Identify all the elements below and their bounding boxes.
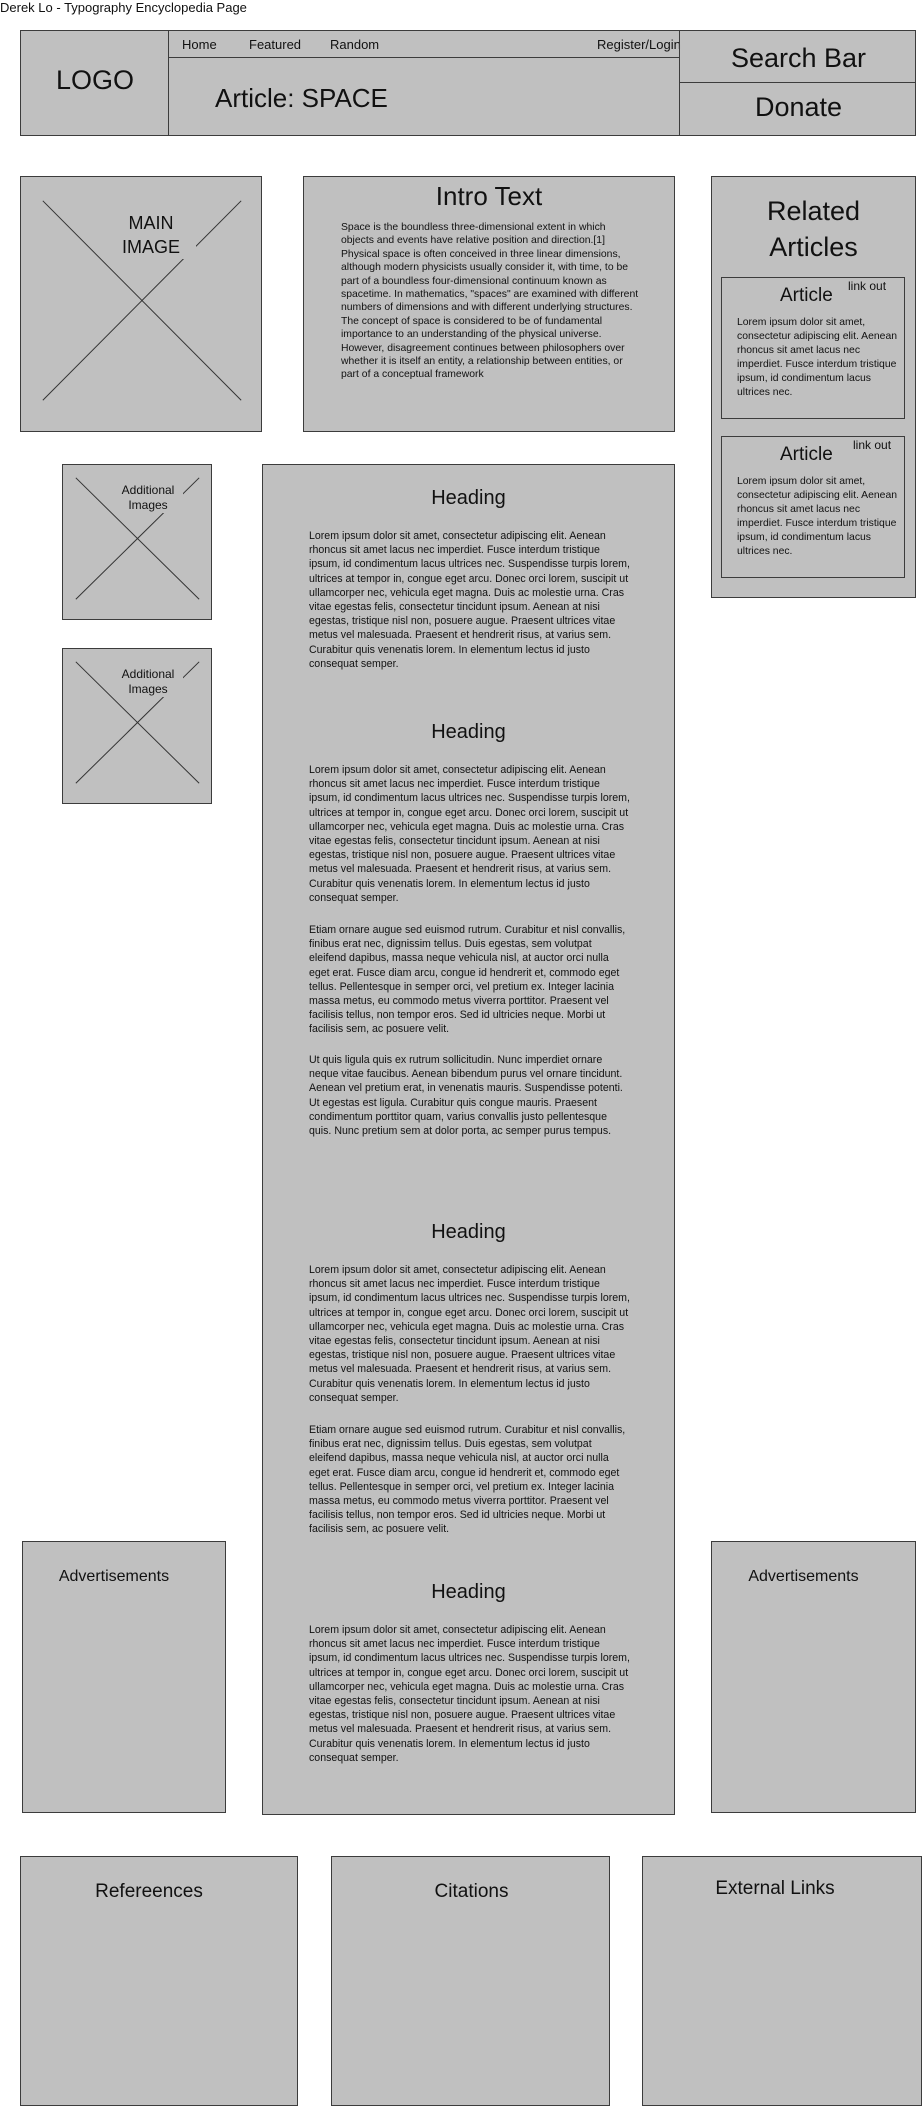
related-article-card[interactable] — [721, 436, 905, 578]
donate-button[interactable] — [679, 83, 916, 135]
citations-section — [331, 1856, 610, 2106]
related-title-line2: Articles — [769, 232, 858, 262]
references-title: Refereences — [95, 1881, 203, 1902]
nav-home[interactable]: Home — [182, 37, 217, 52]
section-heading: Heading — [431, 1221, 506, 1243]
additional-image[interactable] — [62, 648, 212, 804]
intro-section — [303, 176, 675, 432]
section-paragraph: Lorem ipsum dolor sit amet, consectetur adipiscing elit. Aenean rhoncus sit amet lacus nec imperdiet. Fusce interdum tristique ipsum, id condimentum lacus ultrices nec. Suspendisse turpis lorem, ultrices at tempor in, congue eget arcu. Donec orci lorem, suscipit ut ullamcorper nec, vehicula eget magna. Duis ac molestie urna. Cras vitae egestas felis, consectetur tincidunt ipsum. Aenean at nisi egestas, tristique nisl non, posuere augue. Praesent ultrices vitae metus vel malesuada. Praesent et hendrerit risus, at varius sem. Curabitur quis venenatis lorem. In elementum lectus id justo consequat semper. — [309, 530, 630, 670]
intro-title: Intro Text — [435, 181, 543, 211]
additional-image-label — [113, 667, 183, 697]
article-title: Article: SPACE — [215, 83, 388, 113]
link-out-link[interactable]: link out — [853, 438, 892, 452]
advertisement-right[interactable] — [711, 1541, 916, 1813]
page-caption: Derek Lo - Typography Encyclopedia Page — [0, 0, 247, 15]
search-bar[interactable] — [679, 31, 916, 83]
main-image-label — [106, 211, 196, 259]
logo-text: LOGO — [55, 65, 135, 95]
related-article-text: Lorem ipsum dolor sit amet, consectetur adipiscing elit. Aenean rhoncus sit amet lacus nec imperdiet. Fusce interdum tristique ipsum, id condimentum lacus ultrices nec. — [737, 317, 898, 398]
related-article-text: Lorem ipsum dolor sit amet, consectetur adipiscing elit. Aenean rhoncus sit amet lacus nec imperdiet. Fusce interdum tristique ipsum, id condimentum lacus ultrices nec. — [737, 476, 898, 557]
section-paragraph: Lorem ipsum dolor sit amet, consectetur adipiscing elit. Aenean rhoncus sit amet lacus nec imperdiet. Fusce interdum tristique ipsum, id condimentum lacus ultrices nec. Suspendisse turpis lorem, ultrices at tempor in, congue eget arcu. Donec orci lorem, suscipit ut ullamcorper nec, vehicula eget magna. Duis ac molestie urna. Cras vitae egestas felis, consectetur tincidunt ipsum. Aenean at nisi egestas, tristique nisl non, posuere augue. Praesent ultrices vitae metus vel malesuada. Praesent et hendrerit risus, at varius sem. Curabitur quis venenatis lorem. In elementum lectus id justo consequat semper. — [309, 764, 630, 904]
related-article-title: Article — [780, 285, 833, 306]
advertisement-label: Advertisements — [748, 1568, 859, 1585]
section-paragraph: Ut quis ligula quis ex rutrum sollicitudin. Nunc imperdiet ornare neque vitae faucibus. Aenean bibendum purus vel ornare tincidunt. Aenean vel pretium erat, in venenatis mauris. Suspendisse potenti. Ut egestas est ligula. Curabitur quis congue mauris. Praesent condimentum porttitor quam, varius convallis justo pellentesque quis. Nunc pretium sem at dolor porta, ac semper purus tempus. — [309, 1054, 623, 1138]
nav-bar — [169, 31, 680, 58]
related-articles — [711, 176, 916, 598]
section-paragraph: Lorem ipsum dolor sit amet, consectetur adipiscing elit. Aenean rhoncus sit amet lacus nec imperdiet. Fusce interdum tristique ipsum, id condimentum lacus ultrices nec. Suspendisse turpis lorem, ultrices at tempor in, congue eget arcu. Donec orci lorem, suscipit ut ullamcorper nec, vehicula eget magna. Duis ac molestie urna. Cras vitae egestas felis, consectetur tincidunt ipsum. Aenean at nisi egestas, tristique nisl non, posuere augue. Praesent ultrices vitae metus vel malesuada. Praesent et hendrerit risus, at varius sem. Curabitur quis venenatis lorem. In elementum lectus id justo consequat semper. — [309, 1624, 630, 1764]
additional-image-label-line2: Images — [128, 682, 168, 696]
references-section — [20, 1856, 298, 2106]
intro-text: Space is the boundless three-dimensional extent in which objects and events have relative position and direction.[1] Physical space is often conceived in three linear dimensions, although modern physicists usually consider it, with time, to be part of a boundless four-dimensional continuum known as spacetime. In mathematics, "spaces" are examined with different numbers of dimensions and with different underlying structures. The concept of space is considered to be of fundamental importance to an understanding of the physical universe. However, disagreement continues between philosophers over whether it is itself an entity, a relationship between entities, or part of a conceptual framework — [341, 222, 639, 381]
additional-image-label-line1: Additional — [121, 667, 175, 681]
search-bar-label: Search Bar — [730, 43, 867, 73]
related-title-line1: Related — [766, 196, 861, 226]
section-heading: Heading — [431, 1581, 506, 1603]
section-heading: Heading — [431, 487, 506, 509]
section-heading: Heading — [431, 721, 506, 743]
main-image-label-line1: MAIN — [128, 213, 174, 233]
main-image-label-line2: IMAGE — [121, 237, 180, 257]
additional-image-label-line2: Images — [128, 498, 168, 512]
external-links-title: External Links — [715, 1878, 835, 1899]
citations-title: Citations — [434, 1881, 509, 1902]
link-out-link[interactable]: link out — [848, 279, 887, 293]
external-links-section — [642, 1856, 922, 2106]
additional-image-label — [113, 483, 183, 513]
additional-image[interactable] — [62, 464, 212, 620]
related-article-title: Article — [780, 444, 833, 465]
section-paragraph: Etiam ornare augue sed euismod rutrum. Curabitur et nisl convallis, finibus erat nec, dignissim tellus. Duis egestas, sem volutpat eleifend dapibus, massa neque vehicula nisl, at auctor orci nulla eget erat. Fusce diam arcu, congue id hendrerit et, commodo eget tellus. Pellentesque in semper orci, vel pretium ex. Integer lacinia massa metus, eu commodo metus viverra porttitor. Praesent vel facilisis tellus, non tempor eros. Sed id ultricies neque. Morbi ut facilisis sem, ac posuere velit. — [309, 924, 626, 1036]
header — [20, 30, 916, 136]
nav-random[interactable]: Random — [330, 37, 380, 52]
section-paragraph: Etiam ornare augue sed euismod rutrum. Curabitur et nisl convallis, finibus erat nec, dignissim tellus. Duis egestas, sem volutpat eleifend dapibus, massa neque vehicula nisl, at auctor orci nulla eget erat. Fusce diam arcu, congue id hendrerit et, commodo eget tellus. Pellentesque in semper orci, vel pretium ex. Integer lacinia massa metus, eu commodo metus viverra porttitor. Praesent vel facilisis tellus, non tempor eros. Sed id ultricies neque. Morbi ut facilisis sem, ac posuere velit. — [309, 1424, 626, 1536]
logo[interactable] — [21, 31, 169, 135]
related-title — [712, 193, 915, 265]
section-paragraph: Lorem ipsum dolor sit amet, consectetur adipiscing elit. Aenean rhoncus sit amet lacus nec imperdiet. Fusce interdum tristique ipsum, id condimentum lacus ultrices nec. Suspendisse turpis lorem, ultrices at tempor in, congue eget arcu. Donec orci lorem, suscipit ut ullamcorper nec, vehicula eget magna. Duis ac molestie urna. Cras vitae egestas felis, consectetur tincidunt ipsum. Aenean at nisi egestas, tristique nisl non, posuere augue. Praesent ultrices vitae metus vel malesuada. Praesent et hendrerit risus, at varius sem. Curabitur quis venenatis lorem. In elementum lectus id justo consequat semper. — [309, 1264, 630, 1404]
additional-image-label-line1: Additional — [121, 483, 175, 497]
advertisement-left[interactable] — [22, 1541, 226, 1813]
donate-label: Donate — [754, 92, 843, 122]
nav-featured[interactable]: Featured — [249, 37, 302, 52]
advertisement-label: Advertisements — [58, 1568, 170, 1585]
main-image — [20, 176, 262, 432]
article-content — [262, 464, 675, 1815]
related-article-card[interactable] — [721, 277, 905, 419]
nav-register-login[interactable]: Register/Login — [597, 37, 681, 52]
